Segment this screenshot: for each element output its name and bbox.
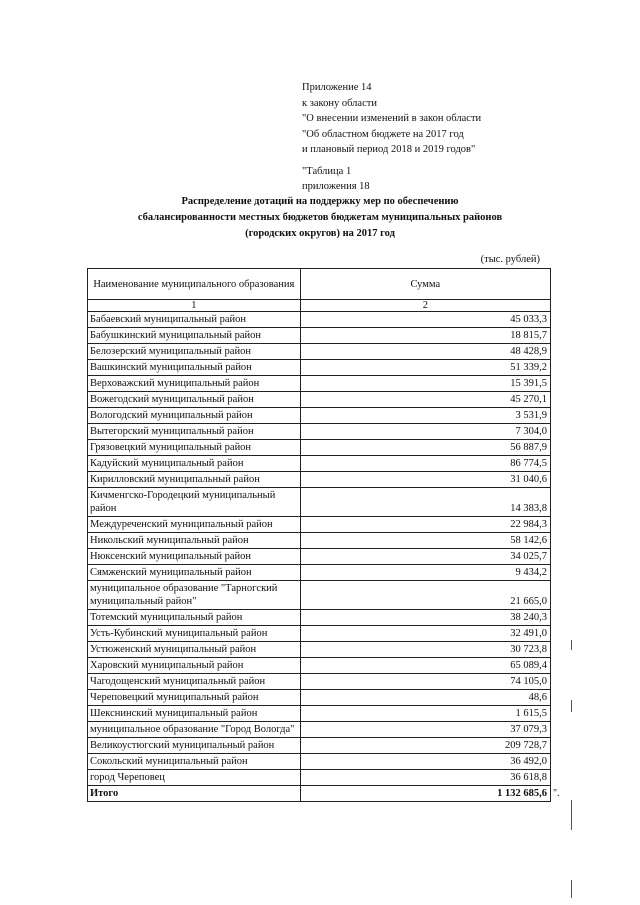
table-row: [88, 472, 551, 488]
row-amount: 38 240,3: [300, 610, 550, 626]
table-row: [88, 658, 551, 674]
row-amount: 14 383,8: [300, 488, 550, 517]
row-name: Вологодский муниципальный район: [88, 408, 301, 424]
row-amount: 21 665,0: [300, 581, 550, 610]
table-row: [88, 392, 551, 408]
row-name: Шекснинский муниципальный район: [88, 706, 301, 722]
table-row: [88, 376, 551, 392]
appendix-line: "О внесении изменений в закон области: [302, 113, 482, 124]
column-index: 2: [300, 300, 550, 312]
row-name: Череповецкий муниципальный район: [88, 690, 301, 706]
table-row: [88, 565, 551, 581]
table-row: [88, 344, 551, 360]
table-row: [88, 533, 551, 549]
total-label: Итого: [88, 786, 301, 802]
row-name: Грязовецкий муниципальный район: [88, 440, 301, 456]
row-amount: 30 723,8: [300, 642, 550, 658]
row-name: Бабаевский муниципальный район: [88, 312, 301, 328]
table-row: [88, 312, 551, 328]
table-row: [88, 456, 551, 472]
row-amount: 37 079,3: [300, 722, 550, 738]
row-amount: 34 025,7: [300, 549, 550, 565]
title-line: Распределение дотаций на поддержку мер по обеспечению: [181, 196, 459, 207]
row-name: Кирилловский муниципальный район: [88, 472, 301, 488]
row-amount: 1 615,5: [300, 706, 550, 722]
row-name: Вытегорский муниципальный район: [88, 424, 301, 440]
column-header-name: Наименование муниципального образования: [88, 269, 301, 300]
table-row: [88, 754, 551, 770]
row-amount: 32 491,0: [300, 626, 550, 642]
row-name: Тотемский муниципальный район: [88, 610, 301, 626]
row-name: Харовский муниципальный район: [88, 658, 301, 674]
table-row: [88, 690, 551, 706]
row-amount: 36 618,8: [300, 770, 550, 786]
row-name: Никольский муниципальный район: [88, 533, 301, 549]
row-amount: 48 428,9: [300, 344, 550, 360]
table-row: [88, 360, 551, 376]
document-title: [80, 194, 560, 242]
appendix-line: приложения 18: [302, 181, 370, 192]
table-row: [88, 424, 551, 440]
row-name: муниципальное образование "Тарногский муниципальный район": [88, 581, 301, 610]
row-amount: 15 391,5: [300, 376, 550, 392]
table-row: [88, 440, 551, 456]
title-line: (городских округов) на 2017 год: [245, 228, 395, 239]
appendix-line: к закону области: [302, 97, 377, 109]
row-amount: 45 270,1: [300, 392, 550, 408]
row-name: Междуреченский муниципальный район: [88, 517, 301, 533]
table-row: [88, 610, 551, 626]
appendix-line: и плановый период 2018 и 2019 годов": [302, 144, 476, 155]
table-row: [88, 328, 551, 344]
title-line: сбалансированности местных бюджетов бюджетам муниципальных районов: [137, 212, 503, 223]
appendix-header: [302, 80, 602, 195]
table-row: [88, 549, 551, 565]
margin-mark: [571, 880, 572, 898]
table-row: [88, 626, 551, 642]
row-amount: 56 887,9: [300, 440, 550, 456]
row-amount: 209 728,7: [300, 738, 550, 754]
row-name: Усть-Кубинский муниципальный район: [88, 626, 301, 642]
appendix-line: Приложение 14: [302, 82, 372, 93]
row-amount: 9 434,2: [300, 565, 550, 581]
table-row: [88, 674, 551, 690]
row-name: Сокольский муниципальный район: [88, 754, 301, 770]
table-row: [88, 517, 551, 533]
row-amount: 7 304,0: [300, 424, 550, 440]
row-name: Белозерский муниципальный район: [88, 344, 301, 360]
row-amount: 18 815,7: [300, 328, 550, 344]
row-name: Сямженский муниципальный район: [88, 565, 301, 581]
row-name: муниципальное образование "Город Вологда": [88, 722, 301, 738]
row-amount: 22 984,3: [300, 517, 550, 533]
column-index: 1: [88, 300, 301, 312]
row-name: Бабушкинский муниципальный район: [88, 328, 301, 344]
total-row: [88, 786, 551, 802]
table-row: [88, 581, 551, 610]
row-name: Верховажский муниципальный район: [88, 376, 301, 392]
row-amount: 36 492,0: [300, 754, 550, 770]
row-name: Чагодощенский муниципальный район: [88, 674, 301, 690]
row-amount: 31 040,6: [300, 472, 550, 488]
row-name: Кадуйский муниципальный район: [88, 456, 301, 472]
closing-quote: ".: [553, 788, 560, 799]
margin-mark: [571, 800, 572, 830]
table-row: [88, 706, 551, 722]
row-amount: 65 089,4: [300, 658, 550, 674]
table-row: [88, 738, 551, 754]
row-name: Великоустюгский муниципальный район: [88, 738, 301, 754]
row-amount: 51 339,2: [300, 360, 550, 376]
column-header-amount: Сумма: [300, 269, 550, 300]
row-name: Вашкинский муниципальный район: [88, 360, 301, 376]
distribution-table: [87, 268, 551, 802]
table-row: [88, 642, 551, 658]
row-name: город Череповец: [88, 770, 301, 786]
row-name: Нюксенский муниципальный район: [88, 549, 301, 565]
appendix-line: "Таблица 1: [302, 165, 352, 177]
row-amount: 3 531,9: [300, 408, 550, 424]
row-amount: 74 105,0: [300, 674, 550, 690]
row-name: Вожегодский муниципальный район: [88, 392, 301, 408]
row-amount: 86 774,5: [300, 456, 550, 472]
units-label: (тыс. рублей): [480, 254, 540, 265]
margin-mark: [571, 640, 572, 650]
row-amount: 58 142,6: [300, 533, 550, 549]
table-row: [88, 408, 551, 424]
table-row: [88, 488, 551, 517]
row-amount: 45 033,3: [300, 312, 550, 328]
row-name: Кичменгско-Городецкий муниципальный район: [88, 488, 301, 517]
row-amount: 48,6: [300, 690, 550, 706]
total-amount: 1 132 685,6: [300, 786, 550, 802]
table-row: [88, 770, 551, 786]
row-name: Устюженский муниципальный район: [88, 642, 301, 658]
appendix-line: "Об областном бюджете на 2017 год: [302, 128, 464, 140]
margin-mark: [571, 700, 572, 712]
table-row: [88, 722, 551, 738]
